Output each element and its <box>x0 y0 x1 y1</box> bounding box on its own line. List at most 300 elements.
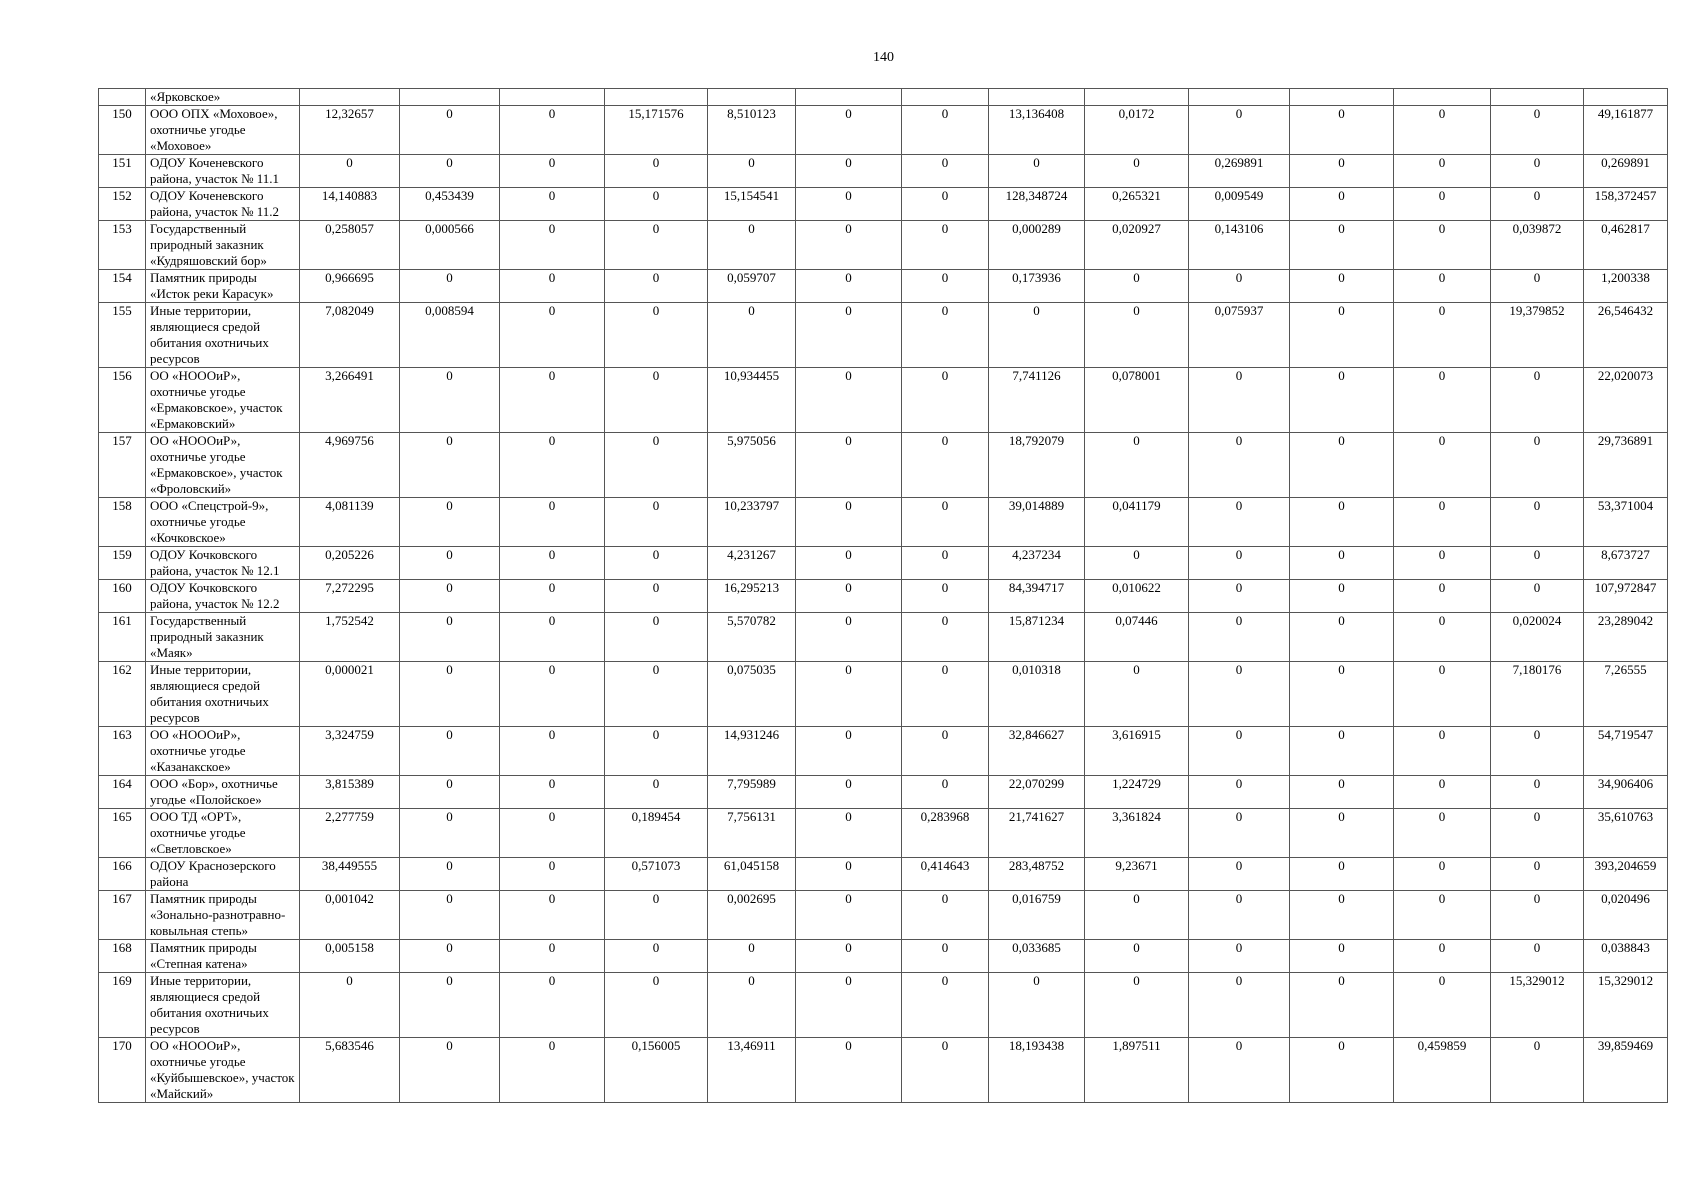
value-cell-8: 18,792079 <box>989 433 1085 498</box>
value-cell-2: 0 <box>400 498 500 547</box>
value-cell-13: 19,379852 <box>1491 303 1584 368</box>
table-row <box>99 858 1668 891</box>
value-cell-8: 0,016759 <box>989 891 1085 940</box>
value-cell-12: 0 <box>1394 498 1491 547</box>
value-cell-9: 3,361824 <box>1085 809 1189 858</box>
value-cell-5: 0,075035 <box>708 662 796 727</box>
value-cell-3: 0 <box>500 891 605 940</box>
value-cell-7: 0 <box>902 221 989 270</box>
value-cell-6: 0 <box>796 221 902 270</box>
value-cell-2: 0 <box>400 1038 500 1103</box>
territory-name-cell: ООО «Бор», охотничье угодье «Полойское» <box>146 776 300 809</box>
value-cell-13: 0 <box>1491 547 1584 580</box>
value-cell-4: 0 <box>605 580 708 613</box>
territory-name-cell: Иные территории, являющиеся средой обитания охотничьих ресурсов <box>146 303 300 368</box>
value-cell-13: 7,180176 <box>1491 662 1584 727</box>
value-cell-3: 0 <box>500 776 605 809</box>
value-cell-14: 1,200338 <box>1584 270 1668 303</box>
value-cell-12: 0 <box>1394 433 1491 498</box>
value-cell-5: 0 <box>708 155 796 188</box>
value-cell-10: 0 <box>1189 940 1290 973</box>
value-cell-13: 0 <box>1491 155 1584 188</box>
territory-name-cell: ОО «НОООиР», охотничье угодье «Ермаковское», участок «Фроловский» <box>146 433 300 498</box>
table-row <box>99 613 1668 662</box>
value-cell-4: 0 <box>605 973 708 1038</box>
value-cell-3: 0 <box>500 809 605 858</box>
table-row <box>99 303 1668 368</box>
value-cell-4: 0,189454 <box>605 809 708 858</box>
value-cell-4: 0 <box>605 776 708 809</box>
value-cell-5: 5,570782 <box>708 613 796 662</box>
value-cell-12: 0 <box>1394 891 1491 940</box>
value-cell-10: 0 <box>1189 891 1290 940</box>
value-cell-6: 0 <box>796 433 902 498</box>
value-cell-14: 34,906406 <box>1584 776 1668 809</box>
value-cell-4: 0 <box>605 433 708 498</box>
value-cell-9: 0,041179 <box>1085 498 1189 547</box>
value-cell-6: 0 <box>796 973 902 1038</box>
value-cell-2: 0 <box>400 433 500 498</box>
territory-name-cell: ОДОУ Кочковского района, участок № 12.2 <box>146 580 300 613</box>
value-cell-2: 0 <box>400 809 500 858</box>
value-cell-6: 0 <box>796 368 902 433</box>
value-cell-11: 0 <box>1290 973 1394 1038</box>
value-cell-3: 0 <box>500 221 605 270</box>
value-cell-4: 0 <box>605 940 708 973</box>
value-cell-3: 0 <box>500 1038 605 1103</box>
value-cell-3: 0 <box>500 106 605 155</box>
value-cell-4: 0 <box>605 221 708 270</box>
value-cell-11: 0 <box>1290 368 1394 433</box>
value-cell-9: 0,010622 <box>1085 580 1189 613</box>
value-cell-5: 5,975056 <box>708 433 796 498</box>
territory-name-cell: ООО «Спецстрой-9», охотничье угодье «Кочковское» <box>146 498 300 547</box>
value-cell-3: 0 <box>500 303 605 368</box>
value-cell-7: 0 <box>902 106 989 155</box>
value-cell-2: 0 <box>400 155 500 188</box>
value-cell-9: 0 <box>1085 270 1189 303</box>
value-cell-3: 0 <box>500 188 605 221</box>
value-cell-6: 0 <box>796 662 902 727</box>
value-cell-10: 0 <box>1189 547 1290 580</box>
value-cell-11: 0 <box>1290 858 1394 891</box>
table-row <box>99 1038 1668 1103</box>
value-cell-5: 0,059707 <box>708 270 796 303</box>
value-cell-7: 0 <box>902 776 989 809</box>
value-cell-14: 49,161877 <box>1584 106 1668 155</box>
value-cell-7: 0 <box>902 155 989 188</box>
value-cell-4: 15,171576 <box>605 106 708 155</box>
row-number-cell: 167 <box>99 891 146 940</box>
value-cell-9: 0,0172 <box>1085 106 1189 155</box>
value-cell-2: 0 <box>400 727 500 776</box>
value-cell-3: 0 <box>500 368 605 433</box>
value-cell-6: 0 <box>796 776 902 809</box>
value-cell-6: 0 <box>796 188 902 221</box>
value-cell-3: 0 <box>500 613 605 662</box>
value-cell-14: 35,610763 <box>1584 809 1668 858</box>
value-cell-5: 14,931246 <box>708 727 796 776</box>
territory-name-cell: ОО «НОООиР», охотничье угодье «Ермаковское», участок «Ермаковский» <box>146 368 300 433</box>
value-cell-6: 0 <box>796 613 902 662</box>
value-cell-11: 0 <box>1290 580 1394 613</box>
value-cell-8: 0 <box>989 155 1085 188</box>
value-cell-4: 0 <box>605 368 708 433</box>
value-cell-13: 0,039872 <box>1491 221 1584 270</box>
value-cell-3: 0 <box>500 858 605 891</box>
row-number-cell <box>99 89 146 106</box>
value-cell-10: 0 <box>1189 106 1290 155</box>
value-cell-4: 0 <box>605 891 708 940</box>
value-cell-2: 0 <box>400 270 500 303</box>
value-cell-2: 0 <box>400 973 500 1038</box>
value-cell-5: 8,510123 <box>708 106 796 155</box>
value-cell-8: 13,136408 <box>989 106 1085 155</box>
table-row <box>99 940 1668 973</box>
value-cell-4 <box>605 89 708 106</box>
value-cell-4: 0 <box>605 188 708 221</box>
row-number-cell: 168 <box>99 940 146 973</box>
value-cell-8: 7,741126 <box>989 368 1085 433</box>
value-cell-8: 0,173936 <box>989 270 1085 303</box>
row-number-cell: 163 <box>99 727 146 776</box>
value-cell-10: 0 <box>1189 1038 1290 1103</box>
value-cell-12: 0 <box>1394 613 1491 662</box>
value-cell-11: 0 <box>1290 1038 1394 1103</box>
value-cell-10: 0 <box>1189 433 1290 498</box>
value-cell-5: 61,045158 <box>708 858 796 891</box>
value-cell-11: 0 <box>1290 547 1394 580</box>
value-cell-9 <box>1085 89 1189 106</box>
value-cell-6: 0 <box>796 1038 902 1103</box>
value-cell-1: 0 <box>300 155 400 188</box>
value-cell-8: 22,070299 <box>989 776 1085 809</box>
value-cell-12: 0 <box>1394 106 1491 155</box>
value-cell-14: 0,269891 <box>1584 155 1668 188</box>
value-cell-8: 21,741627 <box>989 809 1085 858</box>
value-cell-7: 0 <box>902 188 989 221</box>
value-cell-10: 0,075937 <box>1189 303 1290 368</box>
value-cell-6: 0 <box>796 891 902 940</box>
value-cell-9: 0 <box>1085 303 1189 368</box>
value-cell-12: 0 <box>1394 303 1491 368</box>
value-cell-11: 0 <box>1290 891 1394 940</box>
value-cell-2: 0 <box>400 580 500 613</box>
value-cell-1: 0,966695 <box>300 270 400 303</box>
value-cell-10: 0 <box>1189 727 1290 776</box>
value-cell-4: 0 <box>605 547 708 580</box>
table-row <box>99 155 1668 188</box>
value-cell-14: 15,329012 <box>1584 973 1668 1038</box>
value-cell-6 <box>796 89 902 106</box>
value-cell-10: 0 <box>1189 498 1290 547</box>
value-cell-10: 0 <box>1189 580 1290 613</box>
value-cell-5: 15,154541 <box>708 188 796 221</box>
table-row <box>99 270 1668 303</box>
value-cell-1: 0,258057 <box>300 221 400 270</box>
value-cell-12: 0 <box>1394 580 1491 613</box>
value-cell-14: 54,719547 <box>1584 727 1668 776</box>
territory-name-cell: Иные территории, являющиеся средой обитания охотничьих ресурсов <box>146 973 300 1038</box>
row-number-cell: 157 <box>99 433 146 498</box>
row-number-cell: 154 <box>99 270 146 303</box>
value-cell-5: 0 <box>708 940 796 973</box>
value-cell-7: 0 <box>902 662 989 727</box>
row-number-cell: 164 <box>99 776 146 809</box>
value-cell-9: 0 <box>1085 433 1189 498</box>
value-cell-11 <box>1290 89 1394 106</box>
value-cell-14: 0,462817 <box>1584 221 1668 270</box>
row-number-cell: 162 <box>99 662 146 727</box>
value-cell-2: 0 <box>400 662 500 727</box>
value-cell-14: 0,020496 <box>1584 891 1668 940</box>
value-cell-4: 0 <box>605 727 708 776</box>
table-row <box>99 891 1668 940</box>
value-cell-8: 0 <box>989 303 1085 368</box>
table-row <box>99 106 1668 155</box>
value-cell-2: 0,000566 <box>400 221 500 270</box>
value-cell-6: 0 <box>796 303 902 368</box>
value-cell-12: 0 <box>1394 547 1491 580</box>
value-cell-10: 0 <box>1189 776 1290 809</box>
value-cell-7: 0 <box>902 727 989 776</box>
value-cell-11: 0 <box>1290 727 1394 776</box>
value-cell-8: 32,846627 <box>989 727 1085 776</box>
territory-name-cell: Иные территории, являющиеся средой обитания охотничьих ресурсов <box>146 662 300 727</box>
value-cell-11: 0 <box>1290 498 1394 547</box>
value-cell-13: 0 <box>1491 891 1584 940</box>
value-cell-12: 0 <box>1394 368 1491 433</box>
value-cell-2: 0 <box>400 613 500 662</box>
table-row <box>99 433 1668 498</box>
value-cell-13: 0,020024 <box>1491 613 1584 662</box>
value-cell-7: 0 <box>902 368 989 433</box>
value-cell-14: 53,371004 <box>1584 498 1668 547</box>
value-cell-12: 0 <box>1394 809 1491 858</box>
value-cell-12: 0,459859 <box>1394 1038 1491 1103</box>
row-number-cell: 161 <box>99 613 146 662</box>
value-cell-3: 0 <box>500 270 605 303</box>
value-cell-2 <box>400 89 500 106</box>
value-cell-7: 0 <box>902 891 989 940</box>
value-cell-11: 0 <box>1290 106 1394 155</box>
territory-name-cell: Государственный природный заказник «Маяк» <box>146 613 300 662</box>
value-cell-3: 0 <box>500 433 605 498</box>
table-row <box>99 188 1668 221</box>
value-cell-3: 0 <box>500 727 605 776</box>
territory-name-cell: ООО ОПХ «Моховое», охотничье угодье «Моховое» <box>146 106 300 155</box>
value-cell-12: 0 <box>1394 270 1491 303</box>
territory-name-cell: ОО «НОООиР», охотничье угодье «Куйбышевское», участок «Майский» <box>146 1038 300 1103</box>
value-cell-10: 0 <box>1189 270 1290 303</box>
territory-name-cell: ОО «НОООиР», охотничье угодье «Казанакское» <box>146 727 300 776</box>
value-cell-10: 0 <box>1189 858 1290 891</box>
value-cell-12: 0 <box>1394 221 1491 270</box>
value-cell-8: 0,000289 <box>989 221 1085 270</box>
value-cell-4: 0 <box>605 303 708 368</box>
value-cell-9: 0,078001 <box>1085 368 1189 433</box>
value-cell-12: 0 <box>1394 155 1491 188</box>
value-cell-1: 3,266491 <box>300 368 400 433</box>
table-row <box>99 498 1668 547</box>
value-cell-2: 0 <box>400 776 500 809</box>
value-cell-5: 10,233797 <box>708 498 796 547</box>
table-row <box>99 973 1668 1038</box>
value-cell-2: 0 <box>400 891 500 940</box>
value-cell-1: 0,005158 <box>300 940 400 973</box>
value-cell-11: 0 <box>1290 270 1394 303</box>
value-cell-5: 0 <box>708 973 796 1038</box>
value-cell-1: 7,082049 <box>300 303 400 368</box>
value-cell-4: 0,156005 <box>605 1038 708 1103</box>
value-cell-1: 14,140883 <box>300 188 400 221</box>
territory-name-cell: ОДОУ Коченевского района, участок № 11.2 <box>146 188 300 221</box>
value-cell-13: 0 <box>1491 858 1584 891</box>
value-cell-8: 15,871234 <box>989 613 1085 662</box>
value-cell-7: 0 <box>902 498 989 547</box>
value-cell-2: 0 <box>400 940 500 973</box>
table-row <box>99 221 1668 270</box>
value-cell-1: 38,449555 <box>300 858 400 891</box>
value-cell-8: 84,394717 <box>989 580 1085 613</box>
value-cell-10: 0 <box>1189 368 1290 433</box>
value-cell-1: 0,001042 <box>300 891 400 940</box>
value-cell-14: 158,372457 <box>1584 188 1668 221</box>
table-row <box>99 809 1668 858</box>
value-cell-3: 0 <box>500 155 605 188</box>
value-cell-10: 0 <box>1189 809 1290 858</box>
value-cell-9: 0 <box>1085 547 1189 580</box>
table-row <box>99 580 1668 613</box>
value-cell-7: 0 <box>902 973 989 1038</box>
value-cell-6: 0 <box>796 940 902 973</box>
value-cell-6: 0 <box>796 155 902 188</box>
value-cell-4: 0 <box>605 270 708 303</box>
value-cell-3 <box>500 89 605 106</box>
value-cell-7: 0 <box>902 940 989 973</box>
value-cell-8: 283,48752 <box>989 858 1085 891</box>
value-cell-10: 0 <box>1189 973 1290 1038</box>
value-cell-6: 0 <box>796 809 902 858</box>
value-cell-13: 0 <box>1491 727 1584 776</box>
value-cell-1: 12,32657 <box>300 106 400 155</box>
value-cell-12: 0 <box>1394 858 1491 891</box>
value-cell-1: 0 <box>300 973 400 1038</box>
value-cell-6: 0 <box>796 106 902 155</box>
value-cell-6: 0 <box>796 498 902 547</box>
row-number-cell: 170 <box>99 1038 146 1103</box>
territory-name-cell: Памятник природы «Степная катена» <box>146 940 300 973</box>
value-cell-3: 0 <box>500 940 605 973</box>
value-cell-14: 39,859469 <box>1584 1038 1668 1103</box>
value-cell-9: 0,07446 <box>1085 613 1189 662</box>
value-cell-3: 0 <box>500 973 605 1038</box>
value-cell-4: 0 <box>605 662 708 727</box>
value-cell-13: 0 <box>1491 188 1584 221</box>
value-cell-14: 29,736891 <box>1584 433 1668 498</box>
value-cell-5: 10,934455 <box>708 368 796 433</box>
value-cell-13: 0 <box>1491 940 1584 973</box>
table-row <box>99 547 1668 580</box>
value-cell-9: 1,897511 <box>1085 1038 1189 1103</box>
table-row-continuation <box>99 89 1668 106</box>
value-cell-8: 128,348724 <box>989 188 1085 221</box>
value-cell-10: 0,009549 <box>1189 188 1290 221</box>
territory-name-cell: ОДОУ Краснозерского района <box>146 858 300 891</box>
value-cell-12: 0 <box>1394 973 1491 1038</box>
value-cell-7: 0 <box>902 270 989 303</box>
value-cell-9: 1,224729 <box>1085 776 1189 809</box>
row-number-cell: 150 <box>99 106 146 155</box>
value-cell-2: 0 <box>400 547 500 580</box>
value-cell-7: 0 <box>902 547 989 580</box>
value-cell-11: 0 <box>1290 155 1394 188</box>
value-cell-3: 0 <box>500 498 605 547</box>
value-cell-14: 0,038843 <box>1584 940 1668 973</box>
value-cell-9: 0,020927 <box>1085 221 1189 270</box>
value-cell-11: 0 <box>1290 613 1394 662</box>
value-cell-12 <box>1394 89 1491 106</box>
value-cell-1: 7,272295 <box>300 580 400 613</box>
value-cell-8: 39,014889 <box>989 498 1085 547</box>
value-cell-5: 0 <box>708 303 796 368</box>
value-cell-6: 0 <box>796 547 902 580</box>
value-cell-1: 0,205226 <box>300 547 400 580</box>
value-cell-11: 0 <box>1290 221 1394 270</box>
value-cell-11: 0 <box>1290 940 1394 973</box>
value-cell-13: 0 <box>1491 776 1584 809</box>
value-cell-11: 0 <box>1290 809 1394 858</box>
value-cell-5: 16,295213 <box>708 580 796 613</box>
value-cell-14: 107,972847 <box>1584 580 1668 613</box>
territory-name-cell: Памятник природы «Исток реки Карасук» <box>146 270 300 303</box>
table-row <box>99 776 1668 809</box>
data-table <box>98 88 1668 1103</box>
value-cell-8 <box>989 89 1085 106</box>
value-cell-13: 0 <box>1491 433 1584 498</box>
row-number-cell: 158 <box>99 498 146 547</box>
value-cell-13: 15,329012 <box>1491 973 1584 1038</box>
value-cell-7: 0,414643 <box>902 858 989 891</box>
value-cell-1: 5,683546 <box>300 1038 400 1103</box>
row-number-cell: 160 <box>99 580 146 613</box>
value-cell-12: 0 <box>1394 662 1491 727</box>
value-cell-8: 0,010318 <box>989 662 1085 727</box>
row-number-cell: 151 <box>99 155 146 188</box>
value-cell-10: 0 <box>1189 662 1290 727</box>
value-cell-7: 0 <box>902 1038 989 1103</box>
value-cell-10: 0 <box>1189 613 1290 662</box>
value-cell-5: 7,795989 <box>708 776 796 809</box>
value-cell-13: 0 <box>1491 580 1584 613</box>
value-cell-3: 0 <box>500 662 605 727</box>
value-cell-4: 0,571073 <box>605 858 708 891</box>
value-cell-7: 0,283968 <box>902 809 989 858</box>
value-cell-13: 0 <box>1491 368 1584 433</box>
table-body <box>99 89 1668 1103</box>
value-cell-12: 0 <box>1394 940 1491 973</box>
row-number-cell: 153 <box>99 221 146 270</box>
value-cell-4: 0 <box>605 613 708 662</box>
value-cell-6: 0 <box>796 727 902 776</box>
value-cell-12: 0 <box>1394 188 1491 221</box>
value-cell-1: 3,815389 <box>300 776 400 809</box>
value-cell-2: 0,453439 <box>400 188 500 221</box>
value-cell-7: 0 <box>902 580 989 613</box>
value-cell-10: 0,143106 <box>1189 221 1290 270</box>
value-cell-11: 0 <box>1290 188 1394 221</box>
value-cell-9: 0 <box>1085 973 1189 1038</box>
